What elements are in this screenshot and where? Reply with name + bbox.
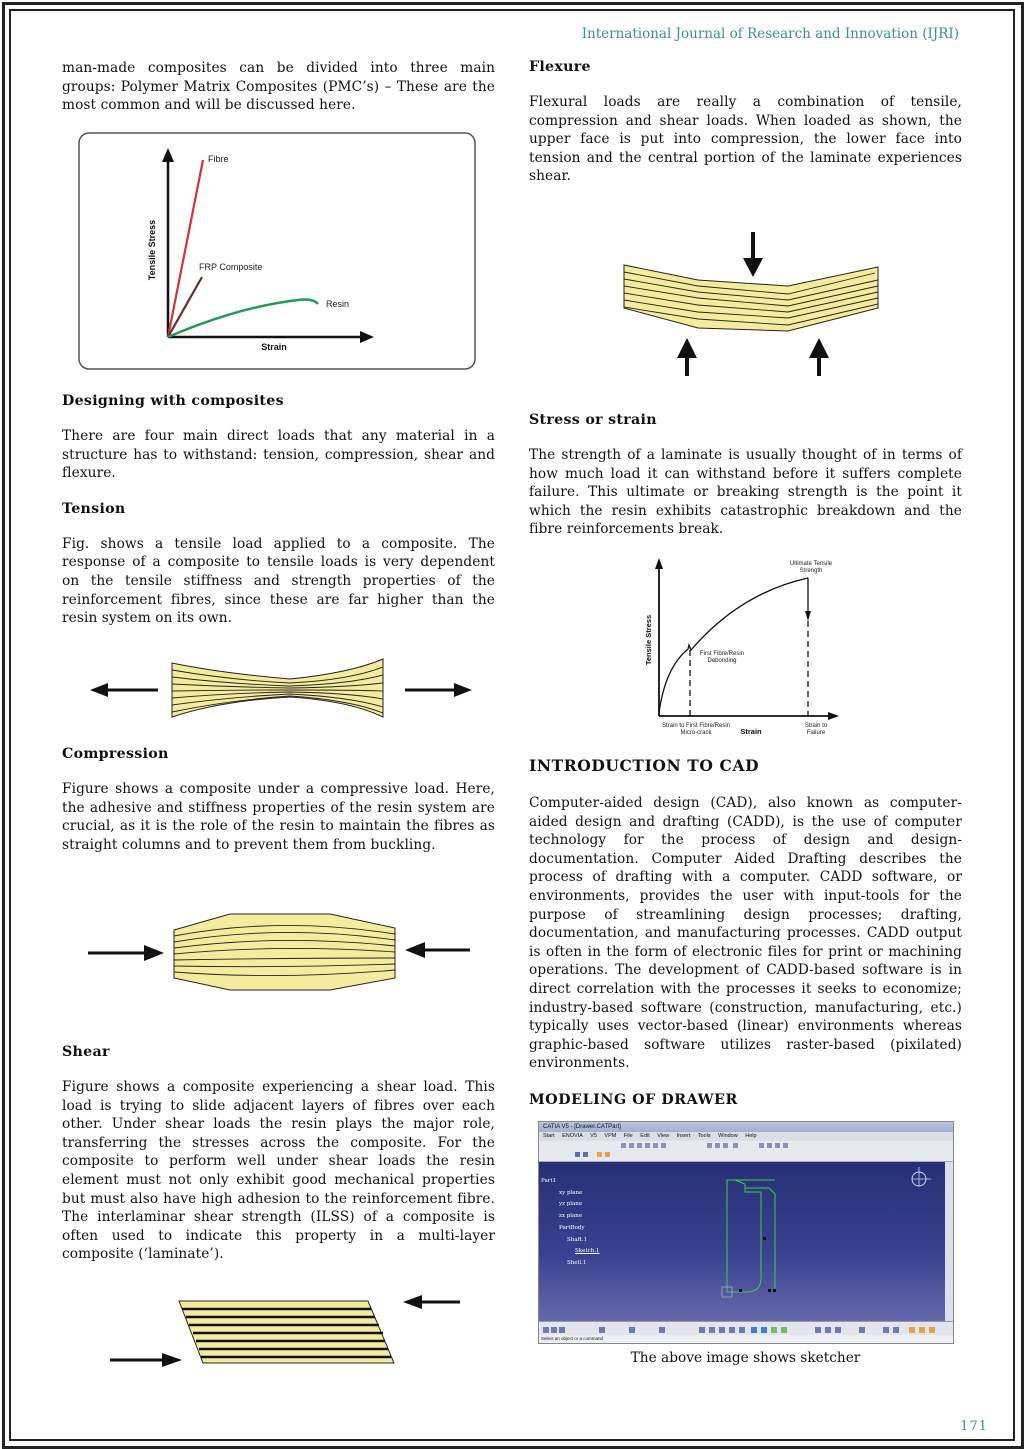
toolbar-icons [539, 1141, 953, 1161]
catia-toolbar [539, 1141, 953, 1162]
label-x-right-2: Failure [806, 730, 826, 736]
figure-laminate-stress-strain [640, 553, 850, 741]
figure-compression [80, 908, 480, 996]
heading-tension: Tension [62, 500, 126, 517]
label-x-right-1: Strain to [804, 723, 828, 729]
arrow-right-icon [144, 945, 164, 961]
label-uts-1: Ultimate Tensile [789, 561, 833, 567]
arrow-left-icon [90, 683, 108, 697]
tree-item[interactable]: zx plane [559, 1213, 583, 1220]
arrow-up-right-icon [809, 338, 829, 358]
section-designing [62, 393, 495, 628]
fibre-lines [182, 1309, 391, 1357]
catia-menu-bar: Start ENOVIA V5 VPM File Edit View Insert Tools Window Help [539, 1132, 953, 1141]
stress-strain-paragraph: The strength of a laminate is usually thought of in terms of how much load it can withstand before it suffers complete failure. This ultimate or breaking strength is the point it which the resin exhibits catastrophic breakdown and the fibre reinforcements break. [529, 447, 962, 538]
heading-stress-strain: Stress or strain [529, 412, 657, 428]
tree-item[interactable]: PartBody [559, 1224, 585, 1231]
label-uts-2: Strength [799, 568, 823, 574]
laminate-flexure [624, 265, 878, 331]
compression-paragraph: Figure shows a composite under a compressive load. Here, the adhesive and stiffness properties of the resin system are crucial, as it is the role of the resin to maintain the fibres as straight columns and to prevent them from buckling. [62, 781, 495, 853]
tree-item[interactable]: Part1 [541, 1178, 557, 1184]
sketch-profile [539, 1162, 945, 1330]
heading-shear: Shear [62, 1044, 110, 1060]
tree-item[interactable]: Shaft.1 [567, 1236, 588, 1243]
section-compression [62, 746, 495, 854]
section-intro-cad [529, 756, 962, 1108]
catia-title-bar: CATIA V5 - [Drawer.CATPart] [539, 1122, 953, 1132]
section-stress-strain [529, 412, 962, 539]
designing-paragraph: There are four main direct loads that any material in a structure has to withstand: tension, compression, shear and flexure. [62, 428, 495, 482]
figure-tension [80, 655, 480, 727]
tension-paragraph: Fig. shows a tensile load applied to a composite. The response of a composite to tensile loads is very dependent on the tensile stiffness and strength properties of the reinforcement fibres, since these are far higher than the resin system on its own. [62, 535, 495, 627]
tree-item[interactable]: Sketch.1 [575, 1248, 600, 1255]
arrow-down-icon [743, 258, 763, 277]
figure-frame [79, 133, 475, 369]
heading-designing: Designing with composites [62, 393, 284, 409]
heading-flexure: Flexure [529, 59, 591, 75]
catia-right-toolbar [945, 1162, 953, 1330]
heading-intro-cad: INTRODUCTION TO CAD [529, 756, 760, 775]
section-shear [62, 1044, 495, 1264]
catia-status-bar: Select an object or a command [539, 1335, 954, 1343]
label-fibre: Fibre [208, 154, 229, 164]
label-x-left-1: Strain to First Fibre/Resin [661, 723, 731, 729]
cad-paragraph: Computer-aided design (CAD), also known as computer-aided design and drafting (CADD), is the use of computer technology for the process of design and design-documentation. Computer Aided Drafting describes the process of drafting with a computer. CADD software, or environments, provides the user with input-tools for the purpose of streamlining design processes; drafting, documentation, and manufacturing processes. CADD output is often in the form of electronic files for print or machining operations. The development of CADD-based software is in direct correlation with the processes it seeks to economize; industry-based software (construction, manufacturing, etc.) typically uses vector-based (linear) environments whereas graphic-based software utilizes raster-based (pixilated) environments. [529, 795, 962, 1072]
x-axis-arrow [828, 712, 839, 720]
arrow-right-icon [162, 1353, 182, 1367]
catia-bottom-toolbar [539, 1321, 953, 1335]
intro-paragraph: man-made composites can be divided into three main groups: Polymer Matrix Composites (PMC’s) – These are the most common and will be discussed here. [62, 60, 495, 114]
arrow-up-left-icon [677, 338, 697, 358]
y-axis-label: Tensile Stress [147, 219, 157, 281]
arrow-left-icon [405, 942, 425, 958]
page-number: 171 [960, 1419, 988, 1434]
flexure-paragraph: Flexural loads are really a combination of tensile, compression and shear loads. When loaded as shown, the upper face is put into compression, the lower face into tension and the central portion of the laminate experiences shear. [529, 94, 962, 185]
label-debond-2: Debonding [707, 658, 737, 664]
heading-compression: Compression [62, 746, 169, 762]
catia-viewport [539, 1162, 945, 1330]
tree-item[interactable]: yz plane [559, 1201, 583, 1208]
section-flexure [529, 59, 962, 186]
tree-item[interactable]: xy plane [559, 1189, 583, 1196]
figure-caption: The above image shows sketcher [630, 1350, 861, 1366]
x-axis-label: Strain [261, 342, 287, 352]
failure-arrow-icon [805, 611, 811, 621]
arrow-left-icon [403, 1295, 422, 1309]
label-frp-composite: FRP Composite [199, 262, 263, 272]
label-x-left-2: Micro-crack [680, 730, 712, 736]
x-axis-label: Strain [740, 727, 762, 736]
label-debond-1: First Fibre/Resin [699, 651, 745, 657]
figure-shear [100, 1290, 470, 1375]
journal-header: International Journal of Research and Innovation (IJRI) [581, 26, 959, 42]
shear-paragraph: Figure shows a composite experiencing a shear load. This load is trying to slide adjacent layers of fibres over each other. Under shear loads the resin plays the major role, transferring the stresses across the composite. For the composite to perform well under shear loads the resin element must not only exhibit good mechanical properties but must also have high adhesion to the reinforcement fibre. The interlaminar shear strength (ILSS) of a composite is often used to indicate this property in a multi-layer composite (‘laminate’). [62, 1079, 495, 1263]
label-resin: Resin [326, 299, 350, 309]
stress-strain-curve [659, 578, 808, 713]
y-axis-arrow [655, 558, 663, 569]
figure-stress-strain-materials [78, 132, 476, 370]
arrow-right-icon [454, 683, 472, 697]
figure-flexure [610, 228, 890, 380]
heading-modeling-drawer: MODELING OF DRAWER [529, 1091, 738, 1108]
tree-item[interactable]: Shell.1 [567, 1259, 587, 1266]
y-axis-label: Tensile Stress [644, 614, 653, 666]
catia-screenshot [538, 1121, 954, 1344]
